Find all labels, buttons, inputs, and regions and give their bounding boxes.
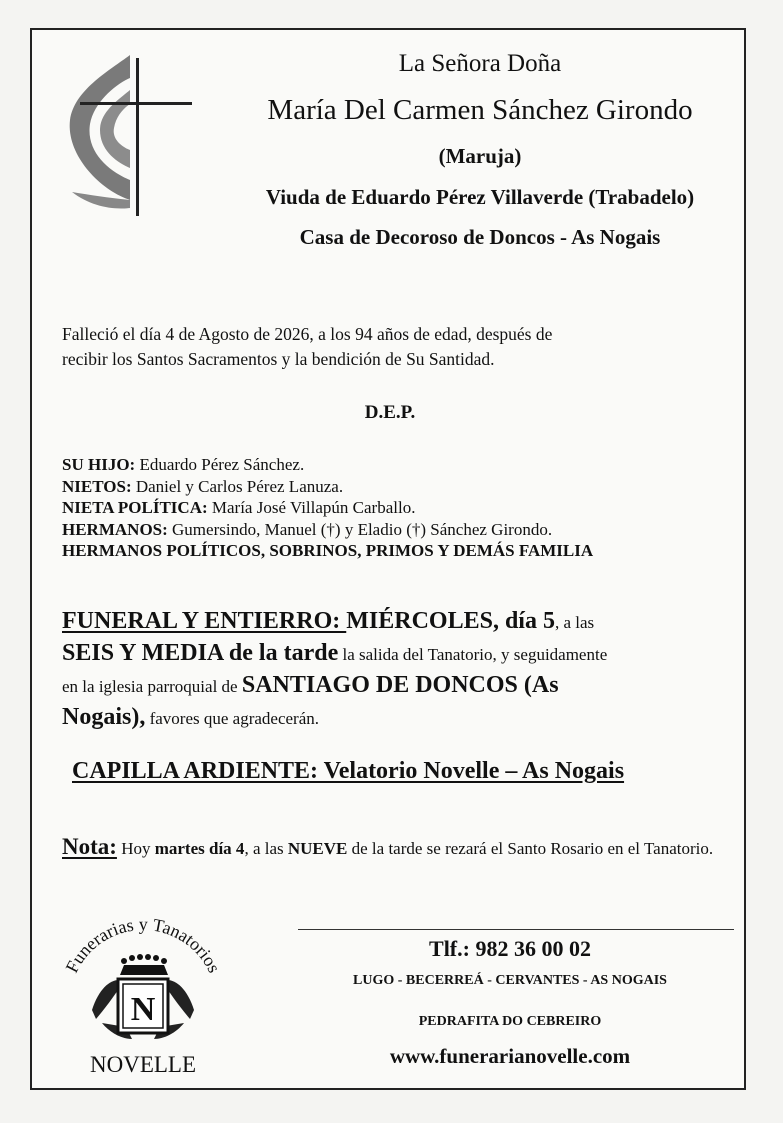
family-line-granddaughter-in-law: NIETA POLÍTICA: María José Villapún Carballo. xyxy=(62,498,416,517)
note-paragraph: Nota: Hoy martes día 4, a las NUEVE de la tarde se rezará el Santo Rosario en el Tanatorio. xyxy=(62,834,714,859)
chapel-info: CAPILLA ARDIENTE: Velatorio Novelle – As Nogais xyxy=(72,758,625,784)
funeral-time: SEIS Y MEDIA de la tarde xyxy=(62,640,339,666)
logo-arc-text: Funerarias y Tanatorios xyxy=(61,915,225,976)
nickname: (Maruja) xyxy=(438,144,522,168)
funeral-title: FUNERAL Y ENTIERRO: xyxy=(62,608,347,634)
death-notice-line-2: recibir los Santos Sacramentos y la bendición de Su Santidad. xyxy=(62,349,495,369)
family-list xyxy=(62,454,593,562)
dep-heading: D.E.P. xyxy=(364,402,416,423)
funeral-church: SANTIAGO DE DONCOS (As xyxy=(241,672,559,698)
family-line-siblings: HERMANOS: Gumersindo, Manuel (†) y Eladio (†) Sánchez Girondo. xyxy=(62,519,553,539)
widow-of: Viuda de Eduardo Pérez Villaverde (Trabadelo) xyxy=(265,185,695,209)
logo-name: NOVELLE xyxy=(89,1052,197,1077)
novelle-logo xyxy=(52,915,234,1080)
family-line-grandsons: NIETOS: Daniel y Carlos Pérez Lanuza. xyxy=(62,476,344,496)
salutation: La Señora Doña xyxy=(398,50,562,77)
family-line-relatives: HERMANOS POLÍTICOS, SOBRINOS, PRIMOS Y DEMÁS FAMILIA xyxy=(62,541,594,560)
home-address: Casa de Decoroso de Doncos - As Nogais xyxy=(299,225,661,249)
website-link[interactable]: www.funerarianovelle.com xyxy=(389,1044,631,1068)
footer-divider xyxy=(298,929,734,930)
family-line-son: SU HIJO: Eduardo Pérez Sánchez. xyxy=(62,455,305,474)
deceased-name: María Del Carmen Sánchez Girondo xyxy=(267,94,693,126)
locations-line-2: PEDRAFITA DO CEBREIRO xyxy=(418,1014,602,1029)
locations-line-1: LUGO - BECERREÁ - CERVANTES - AS NOGAIS xyxy=(353,973,667,988)
cross-flame-icon xyxy=(60,50,194,228)
note-label: Nota: xyxy=(62,834,117,859)
logo-letter: N xyxy=(130,991,156,1028)
funeral-paragraph: FUNERAL Y ENTIERRO: MIÉRCOLES, día 5, a las SEIS Y MEDIA de la tarde la salida del Tanatorio, y seguidamente en la iglesia parroquial de SANTIAGO DE DONCOS (As Nogais), favores que agradecerán. xyxy=(62,608,608,730)
phone-number: Tlf.: 982 36 00 02 xyxy=(429,936,591,961)
funeral-day: MIÉRCOLES, día 5 xyxy=(346,608,555,634)
death-notice-line-1: Falleció el día 4 de Agosto de 2026, a los 94 años de edad, después de xyxy=(62,324,553,344)
